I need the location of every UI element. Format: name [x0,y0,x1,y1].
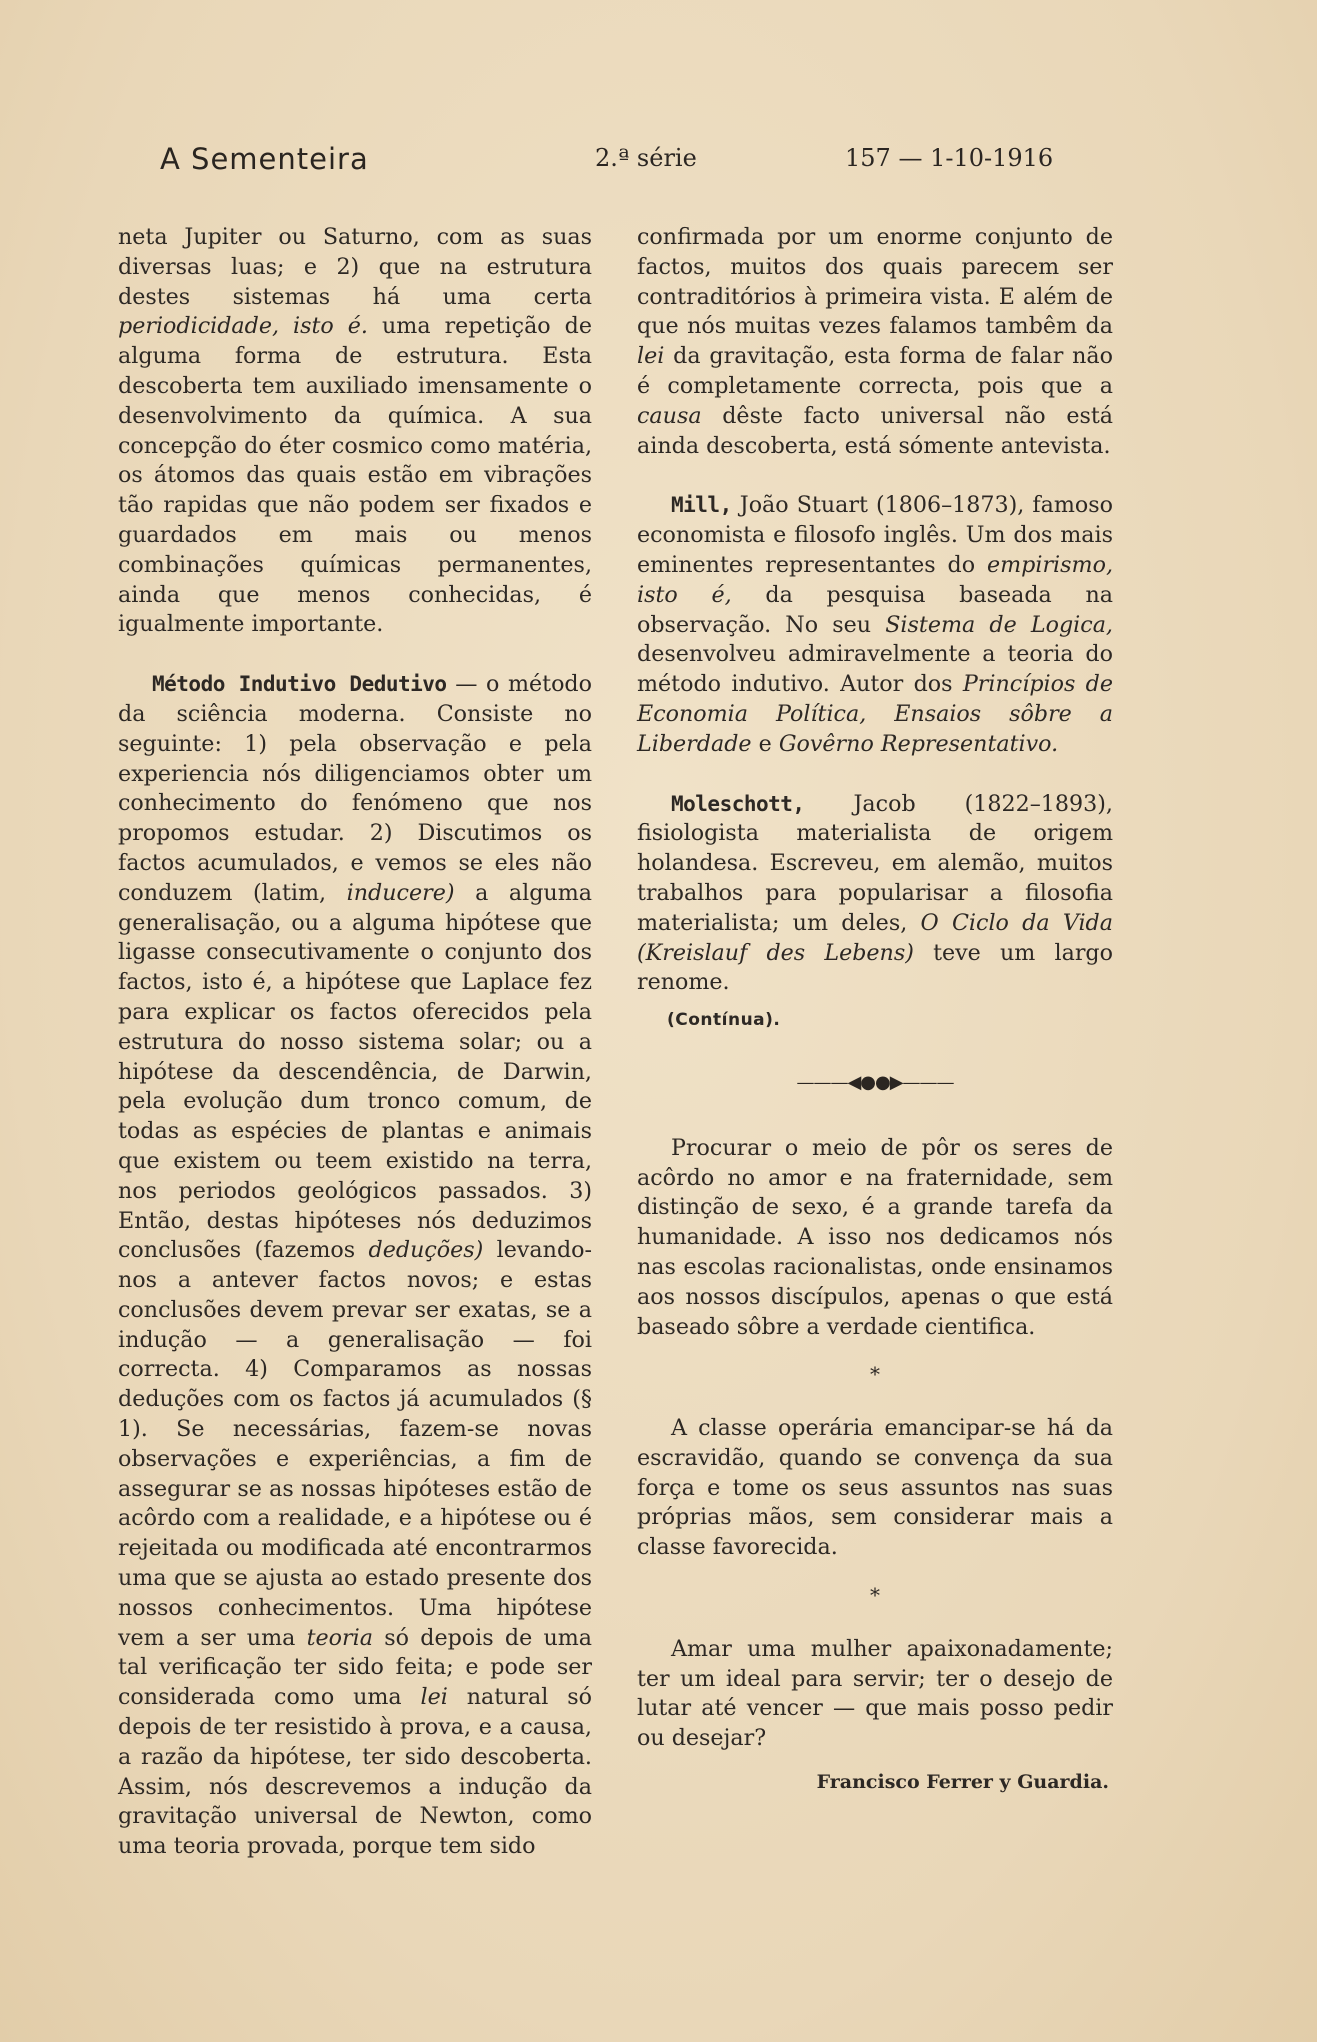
text: dêste facto universal não está ainda descoberta, está sómente antevista. [637,402,1113,459]
text: teve um largo renome. [637,939,1113,996]
text: João Stuart (1806–1873), famoso economista e filosofo inglês. Um dos mais eminentes representantes do [637,492,1113,578]
continua-label: (Contínua). [667,1010,781,1031]
asterisk-divider: * [870,1583,880,1608]
spacer [637,760,1113,790]
left-column [118,223,592,1862]
text: natural só depois de ter resistido à prova, e a causa, a razão da hipótese, ter sido descoberta. Assim, nós descrevemos a indução da gravitação universal de Newton, como uma teoria provada, porque tem sido [118,1684,592,1860]
paragraph-planets [118,223,592,640]
text: a alguma generalisação, ou a alguma hipótese que ligasse consecutivamente o conjunto dos factos, isto é, a hipótese que Laplace fez para explicar os factos oferecidos pela estrutura do nosso sistema solar; ou a hipótese da descendência, de Darwin, pela evolução dum tronco comum, de todas as espécies de plantas e animais que existem ou teem existido na terra, nos periodos geológicos passados. 3) Então, destas hipóteses nós deduzimos conclusões (fazemos [118,879,592,1264]
spacer [118,640,592,670]
series-label: 2.ª série [595,144,697,172]
text: confirmada por um enorme conjunto de factos, muitos dos quais parecem ser contraditórios à primeira vista. E além de que nós muitas vezes falamos tambêm da [637,224,1113,340]
text: da gravitação, esta forma de falar não é completamente correcta, pois que a [637,343,1113,399]
quote-2: A classe operária emancipar-se há da escravidão, quando se convença da sua força e tome os seus assuntos nas suas próprias mãos, sem considerar mais a classe favorecida. [637,1415,1113,1561]
right-column [637,223,1113,1798]
emphasis: Sistema de Logica, [885,611,1113,638]
page-number-date: 157 — 1-10-1916 [845,144,1054,172]
entry-heading: Moleschott, [671,791,805,816]
emphasis: Princípios de Economia Política, Ensaios sôbre a Liberdade [637,671,1114,757]
emphasis: deduções) [368,1237,484,1264]
entry-metodo-indutivo [118,670,592,1862]
separator-ornament: ———◀●●▶——— [796,1071,954,1093]
emphasis: O Ciclo da Vida (Kreislauf des Lebens) [637,909,1113,966]
text: só depois de uma tal verificação ter sido feita; e pode ser considerada como uma [118,1624,593,1711]
spacer [637,461,1113,491]
emphasis: Govêrno Representativo. [778,730,1059,757]
text: desenvolveu admiravelmente a teoria do método indutivo. Autor dos [637,641,1113,698]
text: neta Jupiter ou Saturno, com as suas diversas luas; e 2) que na estrutura destes sistemas há uma certa [118,224,592,310]
entry-moleschott [637,790,1113,999]
emphasis: lei [637,343,665,370]
text: uma repetição de alguma forma de estrutura. Esta descoberta tem auxiliado imensamente o desenvolvimento da química. A sua concepção do éter cosmico como matéria, os átomos das quais estão em vibrações tão rapidas que não podem ser fixados e guardados em mais ou menos combinações químicas permanentes, ainda que menos conhecidas, é igualmente importante. [118,313,592,638]
emphasis: teoria [306,1624,373,1651]
page-header [0,142,1317,182]
emphasis: empirismo, isto é, [637,551,1113,608]
text: e [758,730,772,757]
emphasis: lei [420,1684,448,1711]
entry-mill [637,491,1113,759]
entry-heading: Método Indutivo Dedutivo [152,672,447,697]
asterisk-divider: * [870,1362,880,1387]
emphasis: inducere) [346,879,455,906]
emphasis: causa [637,402,702,429]
publication-title: A Sementeira [160,142,369,176]
quote-1: Procurar o meio de pôr os seres de acôrdo no amor e na fraternidade, sem distinção de sexo, é a grande tarefa da humanidade. A isso nos dedicamos nós nas escolas racionalistas, onde ensinamos aos nossos discípulos, apenas o que está baseado sôbre a verdade cientifica. [637,1134,1113,1340]
signature: Francisco Ferrer y Guardia. [816,1771,1109,1794]
paragraph-continuation [637,223,1113,461]
text: — o método da sciência moderna. Consiste no seguinte: 1) pela observação e pela experiencia nós diligenciamos obter um conhecimento do fenómeno que nos propomos estudar. 2) Discutimos os factos acumulados, e vemos se eles não conduzem (latim, [118,671,592,906]
quote-3: Amar uma mulher apaixonadamente; ter um ideal para servir; ter o desejo de lutar até vencer — que mais posso pedir ou desejar? [637,1635,1113,1752]
entry-heading: Mill, [671,493,732,518]
text: da pesquisa baseada na observação. No seu [637,581,1113,638]
text: Jacob (1822–1893), fisiologista materialista de origem holandesa. Escreveu, em alemão, muitos trabalhos para popularisar a filosofia materialista; um deles, [637,790,1113,936]
text: levando-nos a antever factos novos; e estas conclusões devem prevar ser exatas, se a indução — a generalisação — foi correcta. 4) Comparamos as nossas deduções com os factos já acumulados (§ 1). Se necessárias, fazem-se novas observações e experiências, a fim de assegurar se as nossas hipóteses estão de acôrdo com a realidade, e a hipótese ou é rejeitada ou modificada até encontrarmos uma que se ajusta ao estado presente dos nossos conhecimentos. Uma hipótese vem a ser uma [118,1237,593,1651]
emphasis: periodicidade, isto é. [118,313,368,340]
